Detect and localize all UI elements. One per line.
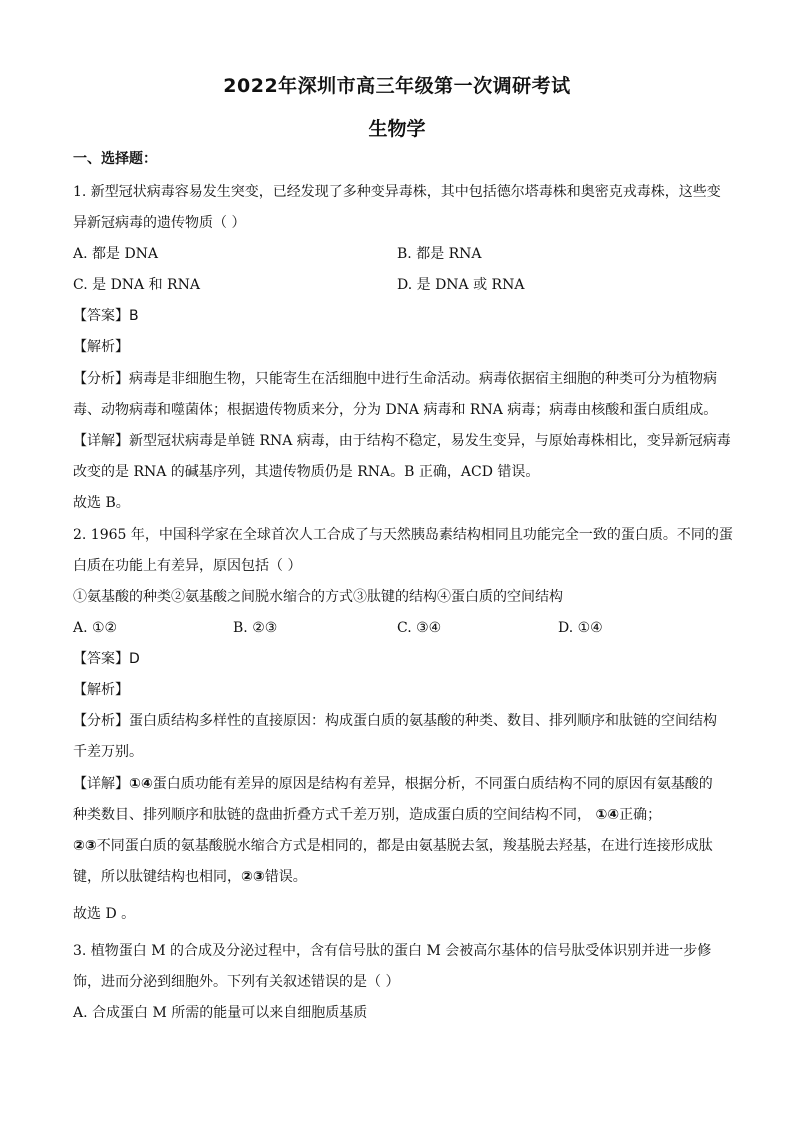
q3-stem-line2: 饰，进而分泌到细胞外。下列有关叙述错误的是（ ） [73,974,400,990]
q2-answer: 【答案】D [73,651,140,667]
q1-option-c: C. 是 DNA 和 RNA [73,277,200,293]
xiangjie-highlight: ①④ [129,776,153,792]
xiangjie-text: 错误。 [264,869,307,885]
q2-conclusion: 故选 D 。 [73,906,136,922]
q2-xiangjie-line1 [73,774,733,794]
fenxi-tag: 【分析】 [73,713,129,729]
q2-option-a: A. ①② [73,620,118,636]
fenxi-tag: 【分析】 [73,371,129,387]
q1-xiangjie-line1 [73,431,733,451]
q2-option-b: B. ②③ [233,620,278,636]
q2-fenxi-line2: 千差万别。 [73,744,143,760]
q2-stem-line1: 2. 1965 年，中国科学家在全球首次人工合成了与天然胰岛素结构相同且功能完全一致的蛋白质。不同的蛋 [73,527,733,543]
q1-conclusion: 故选 B。 [73,495,130,511]
exam-subject: 生物学 [368,118,426,140]
exam-title: 2022年深圳市高三年级第一次调研考试 [223,75,571,97]
q2-option-d: D. ①④ [558,620,603,636]
q2-xiangjie-line4 [73,867,733,887]
xiangjie-text: 蛋白质功能有差异的原因是结构有差异，根据分析，不同蛋白质结构不同的原因有氨基酸的 [152,776,713,792]
fenxi-text: 病毒是非细胞生物，只能寄生在活细胞中进行生命活动。病毒依据宿主细胞的种类可分为植物病 [129,371,717,387]
xiangjie-tag: 【详解】 [73,433,129,449]
q1-fenxi-line1 [73,369,733,389]
xiangjie-text: 种类数目、排列顺序和肽链的盘曲折叠方式千差万别，造成蛋白质的空间结构不同， [73,807,596,823]
section-heading: 一、选择题： [73,151,157,167]
q1-stem-line2: 异新冠病毒的遗传物质（ ） [73,215,246,231]
q2-xiangjie-line3 [73,836,733,856]
fenxi-text: 蛋白质结构多样性的直接原因：构成蛋白质的氨基酸的种类、数目、排列顺序和肽链的空间结构 [129,713,717,729]
q3-option-a: A. 合成蛋白 M 所需的能量可以来自细胞质基质 [73,1005,368,1021]
q2-fenxi-line1 [73,711,733,731]
xiangjie-text: 正确； [619,807,662,823]
xiangjie-text: 键，所以肽键结构也相同， [73,869,241,885]
q1-analysis-label: 【解析】 [73,339,129,355]
q1-option-a: A. 都是 DNA [73,246,159,262]
xiangjie-highlight: ②③ [73,838,97,854]
q1-option-d: D. 是 DNA 或 RNA [397,277,525,293]
q1-stem-line1: 1. 新型冠状病毒容易发生突变，已经发现了多种变异毒株，其中包括德尔塔毒株和奥密克戎毒株，这些变 [73,184,721,200]
q1-xiangjie-line2: 改变的是 RNA 的碱基序列，其遗传物质仍是 RNA。B 正确，ACD 错误。 [73,464,540,480]
q2-analysis-label: 【解析】 [73,682,129,698]
q3-stem-line1: 3. 植物蛋白 M 的合成及分泌过程中，含有信号肽的蛋白 M 会被高尔基体的信号肽受体识别并进一步修 [73,943,712,959]
q1-option-b: B. 都是 RNA [397,246,482,262]
xiangjie-text: 不同蛋白质的氨基酸脱水缩合方式是相同的，都是由氨基脱去氢，羧基脱去羟基，在进行连接形成肽 [96,838,713,854]
q2-stem-line2: 白质在功能上有差异，原因包括（ ） [73,558,302,574]
q2-option-c: C. ③④ [397,620,442,636]
q1-answer: 【答案】B [73,308,139,324]
xiangjie-highlight: ②③ [241,869,265,885]
xiangjie-tag: 【详解】 [73,776,129,792]
xiangjie-highlight: ①④ [595,807,620,823]
xiangjie-text: 新型冠状病毒是单链 RNA 病毒，由于结构不稳定，易发生变异，与原始毒株相比，变异新冠病毒 [129,433,731,449]
q2-items: ①氨基酸的种类②氨基酸之间脱水缩合的方式③肽键的结构④蛋白质的空间结构 [73,589,563,605]
q2-xiangjie-line2 [73,805,733,825]
q1-fenxi-line2: 毒、动物病毒和噬菌体；根据遗传物质来分，分为 DNA 病毒和 RNA 病毒；病毒由核酸和蛋白质组成。 [73,402,718,418]
